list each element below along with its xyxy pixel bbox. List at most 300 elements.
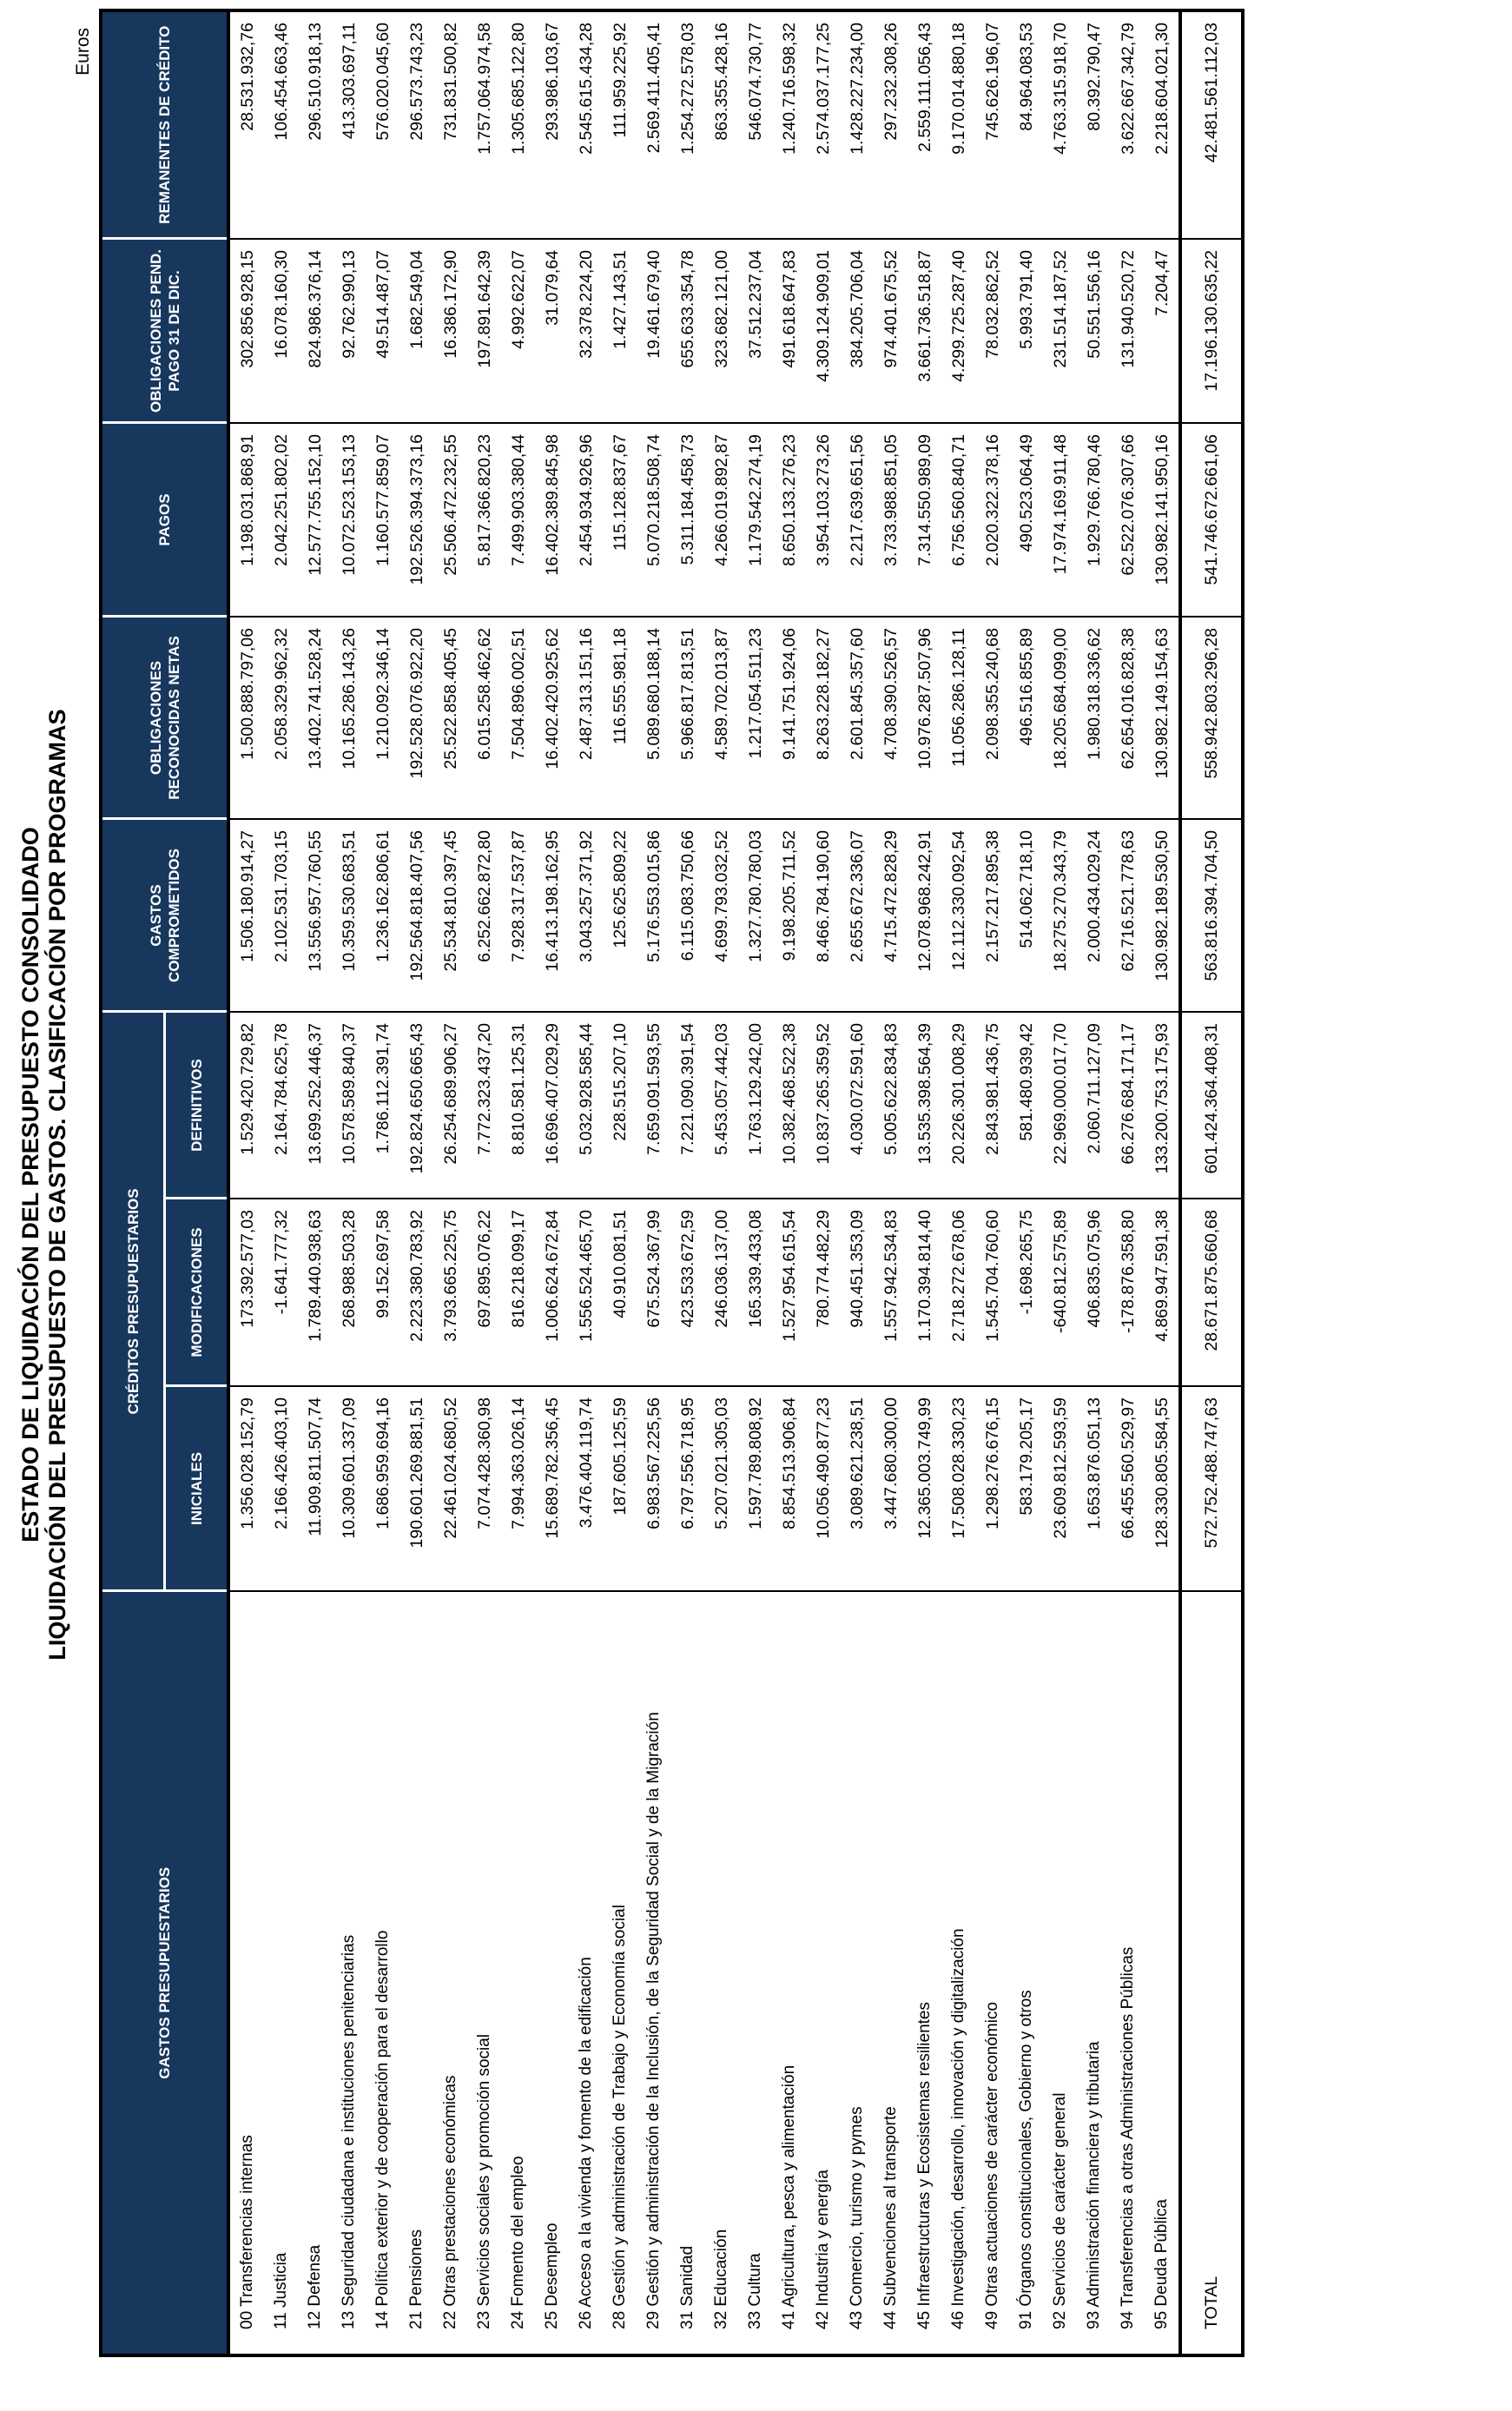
amount-cell: 7.074.428.360,98 <box>467 1386 501 1591</box>
amount-cell: 7.772.323.437,20 <box>467 1012 501 1199</box>
amount-cell: 8.466.784.190,60 <box>806 819 840 1012</box>
header-remanentes-de-credito: REMANENTES DE CRÉDITO <box>101 10 228 239</box>
amount-cell: 3.793.665.225,75 <box>433 1199 467 1386</box>
program-label: 14 Política exterior y de cooperación para el desarrollo <box>373 1930 392 2329</box>
amount-cell: 4.869.947.591,38 <box>1145 1199 1180 1386</box>
amount-cell: 1.428.227.234,00 <box>840 10 874 239</box>
amount-cell: 1.217.054.511,23 <box>738 617 772 819</box>
amount-cell: 187.605.125,59 <box>603 1386 637 1591</box>
amount-cell: 62.654.016.828,38 <box>1111 617 1145 819</box>
header-obligaciones-reconocidas-netas: OBLIGACIONES RECONOCIDAS NETAS <box>101 617 228 819</box>
amount-cell: 6.252.662.872,80 <box>467 819 501 1012</box>
amount-cell: 1.527.954.615,54 <box>772 1199 806 1386</box>
amount-cell: 13.402.741.528,24 <box>298 617 332 819</box>
amount-cell: 1.597.789.808,92 <box>738 1386 772 1591</box>
amount-cell: 1.686.959.694,16 <box>366 1386 399 1591</box>
amount-cell: 3.733.988.851,05 <box>874 423 908 617</box>
amount-cell: 1.757.064.974,58 <box>467 10 501 239</box>
table-body <box>228 10 1180 2355</box>
amount-cell: 413.303.697,11 <box>332 10 366 239</box>
amount-cell: 9.198.205.711,52 <box>772 819 806 1012</box>
amount-cell: 40.910.081,51 <box>603 1199 637 1386</box>
amount-cell: 1.240.716.598,32 <box>772 10 806 239</box>
amount-cell: 10.165.286.143,26 <box>332 617 366 819</box>
program-row <box>569 10 603 2355</box>
amount-cell: 12.577.755.152,10 <box>298 423 332 617</box>
program-row <box>332 10 366 2355</box>
amount-cell: 2.166.426.403,10 <box>264 1386 298 1591</box>
amount-cell: 80.392.790,47 <box>1077 10 1111 239</box>
title-line-2: LIQUIDACIÓN DEL PRESUPUESTO DE GASTOS. CLASIFICACIÓN POR PROGRAMAS <box>44 709 70 1661</box>
amount-cell: 8.854.513.906,84 <box>772 1386 806 1591</box>
amount-cell: 106.454.663,46 <box>264 10 298 239</box>
amount-cell: 3.043.257.371,92 <box>569 819 603 1012</box>
amount-cell: 66.276.684.171,17 <box>1111 1012 1145 1199</box>
amount-cell: 7.994.363.026,14 <box>501 1386 535 1591</box>
amount-cell: 2.058.329.962,32 <box>264 617 298 819</box>
amount-cell: 10.309.601.337,09 <box>332 1386 366 1591</box>
amount-cell: 12.365.003.749,99 <box>908 1386 941 1591</box>
amount-cell: 655.633.354,78 <box>670 239 704 423</box>
amount-cell: 1.236.162.806,61 <box>366 819 399 1012</box>
header-modificaciones: MODIFICACIONES <box>165 1199 229 1386</box>
amount-cell: 25.522.858.405,45 <box>433 617 467 819</box>
amount-cell: 1.682.549,04 <box>399 239 433 423</box>
header-iniciales: INICIALES <box>165 1386 229 1591</box>
program-row <box>874 10 908 2355</box>
amount-cell: 192.526.394.373,16 <box>399 423 433 617</box>
program-label: 13 Seguridad ciudadana e instituciones penitenciarias <box>339 1934 358 2329</box>
amount-cell: 1.786.112.391,74 <box>366 1012 399 1199</box>
amount-cell: 49.514.487,07 <box>366 239 399 423</box>
amount-cell: 2.042.251.802,02 <box>264 423 298 617</box>
total-gastos-comprometidos: 563.816.394.704,50 <box>1180 819 1243 1012</box>
amount-cell: 583.179.205,17 <box>1009 1386 1043 1591</box>
amount-cell: 5.089.680.188,14 <box>637 617 670 819</box>
amount-cell: 1.427.143,51 <box>603 239 637 423</box>
amount-cell: 491.618.647,83 <box>772 239 806 423</box>
amount-cell: 8.650.133.276,23 <box>772 423 806 617</box>
amount-cell: 546.074.730,77 <box>738 10 772 239</box>
amount-cell: 10.578.589.840,37 <box>332 1012 366 1199</box>
currency-note: Euros <box>73 28 93 76</box>
amount-cell: 7.204,47 <box>1145 239 1180 423</box>
total-modificaciones: 28.671.875.660,68 <box>1180 1199 1243 1386</box>
amount-cell: 5.311.184.458,73 <box>670 423 704 617</box>
amount-cell: 22.969.000.017,70 <box>1043 1012 1077 1199</box>
amount-cell: 4.309.124.909,01 <box>806 239 840 423</box>
amount-cell: 16.696.407.029,29 <box>535 1012 569 1199</box>
program-row <box>366 10 399 2355</box>
amount-cell: 4.763.315.918,70 <box>1043 10 1077 239</box>
amount-cell: 116.555.981,18 <box>603 617 637 819</box>
amount-cell: 490.523.064,49 <box>1009 423 1043 617</box>
amount-cell: 62.716.521.778,63 <box>1111 819 1145 1012</box>
amount-cell: 1.305.685.122,80 <box>501 10 535 239</box>
amount-cell: 197.891.642,39 <box>467 239 501 423</box>
program-row <box>772 10 806 2355</box>
amount-cell: 6.756.560.840,71 <box>941 423 975 617</box>
program-row <box>264 10 298 2355</box>
amount-cell: 2.601.845.357,60 <box>840 617 874 819</box>
amount-cell: 5.070.218.508,74 <box>637 423 670 617</box>
program-row <box>704 10 738 2355</box>
amount-cell: 2.217.639.651,56 <box>840 423 874 617</box>
program-row <box>908 10 941 2355</box>
program-row <box>975 10 1009 2355</box>
amount-cell: 3.622.667.342,79 <box>1111 10 1145 239</box>
program-label: 21 Pensiones <box>406 2229 426 2329</box>
amount-cell: 62.522.076.307,66 <box>1111 423 1145 617</box>
amount-cell: 192.564.818.407,56 <box>399 819 433 1012</box>
amount-cell: 25.534.810.397,45 <box>433 819 467 1012</box>
program-label: 45 Infraestructuras y Ecosistemas resilientes <box>914 2002 934 2329</box>
program-row <box>1009 10 1043 2355</box>
amount-cell: 5.176.553.015,86 <box>637 819 670 1012</box>
amount-cell: 816.218.099,17 <box>501 1199 535 1386</box>
program-label: 95 Deuda Pública <box>1152 2199 1171 2329</box>
program-row <box>433 10 467 2355</box>
document-title <box>17 12 71 2357</box>
program-row <box>399 10 433 2355</box>
program-row <box>941 10 975 2355</box>
amount-cell: 4.699.793.032,52 <box>704 819 738 1012</box>
program-label: 92 Servicios de carácter general <box>1050 2092 1069 2329</box>
amount-cell: 406.835.075,96 <box>1077 1199 1111 1386</box>
amount-cell: 496.516.855,89 <box>1009 617 1043 819</box>
amount-cell: 190.601.269.881,51 <box>399 1386 433 1591</box>
header-gastos-comprometidos: GASTOS COMPROMETIDOS <box>101 819 228 1012</box>
amount-cell: 4.992.622,07 <box>501 239 535 423</box>
amount-cell: 10.056.490.877,23 <box>806 1386 840 1591</box>
amount-cell: 84.964.083,53 <box>1009 10 1043 239</box>
amount-cell: 1.254.272.578,03 <box>670 10 704 239</box>
program-label: 22 Otras prestaciones económicas <box>440 2075 459 2329</box>
amount-cell: 16.402.389.845,98 <box>535 423 569 617</box>
program-label: 44 Subvenciones al transporte <box>881 2106 900 2329</box>
amount-cell: 99.152.697,58 <box>366 1199 399 1386</box>
amount-cell: 7.659.091.593,55 <box>637 1012 670 1199</box>
amount-cell: 2.020.322.378,16 <box>975 423 1009 617</box>
amount-cell: 1.006.624.672,84 <box>535 1199 569 1386</box>
amount-cell: 125.625.809,22 <box>603 819 637 1012</box>
amount-cell: 1.929.766.780,46 <box>1077 423 1111 617</box>
amount-cell: 675.524.367,99 <box>637 1199 670 1386</box>
total-pagos: 541.746.672.661,06 <box>1180 423 1243 617</box>
amount-cell: 10.072.523.153,13 <box>332 423 366 617</box>
amount-cell: 1.763.129.242,00 <box>738 1012 772 1199</box>
total-iniciales: 572.752.488.747,63 <box>1180 1386 1243 1591</box>
amount-cell: 28.531.932,76 <box>228 10 264 239</box>
amount-cell: 293.986.103,67 <box>535 10 569 239</box>
amount-cell: 5.005.622.834,83 <box>874 1012 908 1199</box>
amount-cell: 6.797.556.718,95 <box>670 1386 704 1591</box>
amount-cell: 7.314.550.989,09 <box>908 423 941 617</box>
amount-cell: 18.275.270.343,79 <box>1043 819 1077 1012</box>
amount-cell: 4.299.725.287,40 <box>941 239 975 423</box>
amount-cell: 2.843.981.436,75 <box>975 1012 1009 1199</box>
amount-cell: 111.959.225,92 <box>603 10 637 239</box>
title-line-1: ESTADO DE LIQUIDACIÓN DEL PRESUPUESTO CONSOLIDADO <box>17 827 43 1542</box>
amount-cell: 10.837.265.359,52 <box>806 1012 840 1199</box>
program-label: 32 Educación <box>711 2229 730 2329</box>
amount-cell: 50.551.556,16 <box>1077 239 1111 423</box>
total-obligaciones-reconocidas: 558.942.803.296,28 <box>1180 617 1243 819</box>
amount-cell: 1.356.028.152,79 <box>228 1386 264 1591</box>
amount-cell: 1.557.942.534,83 <box>874 1199 908 1386</box>
amount-cell: 514.062.718,10 <box>1009 819 1043 1012</box>
amount-cell: 1.160.577.859,07 <box>366 423 399 617</box>
program-row <box>501 10 535 2355</box>
program-row <box>1111 10 1145 2355</box>
amount-cell: 7.221.090.391,54 <box>670 1012 704 1199</box>
amount-cell: 17.974.169.911,48 <box>1043 423 1077 617</box>
amount-cell: 940.451.353,09 <box>840 1199 874 1386</box>
amount-cell: 863.355.428,16 <box>704 10 738 239</box>
program-row <box>840 10 874 2355</box>
amount-cell: 423.533.672,59 <box>670 1199 704 1386</box>
program-row <box>1077 10 1111 2355</box>
amount-cell: 1.529.420.729,82 <box>228 1012 264 1199</box>
amount-cell: 1.179.542.274,19 <box>738 423 772 617</box>
amount-cell: 9.141.751.924,06 <box>772 617 806 819</box>
amount-cell: 13.535.398.564,39 <box>908 1012 941 1199</box>
amount-cell: 2.000.434.029,24 <box>1077 819 1111 1012</box>
total-definitivos: 601.424.364.408,31 <box>1180 1012 1243 1199</box>
amount-cell: 2.655.672.336,07 <box>840 819 874 1012</box>
amount-cell: 2.569.411.405,41 <box>637 10 670 239</box>
amount-cell: 581.480.939,42 <box>1009 1012 1043 1199</box>
amount-cell: 2.574.037.177,25 <box>806 10 840 239</box>
amount-cell: 1.506.180.914,27 <box>228 819 264 1012</box>
amount-cell: 17.508.028.330,23 <box>941 1386 975 1591</box>
amount-cell: 9.170.014.880,18 <box>941 10 975 239</box>
amount-cell: 192.824.650.665,43 <box>399 1012 433 1199</box>
program-label: 26 Acceso a la vivienda y fomento de la edificación <box>576 1957 595 2329</box>
amount-cell: 6.983.567.225,56 <box>637 1386 670 1591</box>
amount-cell: 173.392.577,03 <box>228 1199 264 1386</box>
amount-cell: 6.015.258.462,62 <box>467 617 501 819</box>
amount-cell: 1.980.318.336,62 <box>1077 617 1111 819</box>
amount-cell: 16.078.160,30 <box>264 239 298 423</box>
program-row <box>535 10 569 2355</box>
amount-cell: 1.210.092.346,14 <box>366 617 399 819</box>
amount-cell: 25.506.472.232,55 <box>433 423 467 617</box>
amount-cell: 22.461.024.680,52 <box>433 1386 467 1591</box>
amount-cell: 12.078.968.242,91 <box>908 819 941 1012</box>
amount-cell: 130.982.149.154,63 <box>1145 617 1180 819</box>
amount-cell: 12.112.330.092,54 <box>941 819 975 1012</box>
amount-cell: 2.223.380.783,92 <box>399 1199 433 1386</box>
amount-cell: 5.966.817.813,51 <box>670 617 704 819</box>
total-obligaciones-pend: 17.196.130.635,22 <box>1180 239 1243 423</box>
total-label: TOTAL <box>1180 1591 1243 2355</box>
program-row <box>603 10 637 2355</box>
amount-cell: 10.976.287.507,96 <box>908 617 941 819</box>
amount-cell: 697.895.076,22 <box>467 1199 501 1386</box>
amount-cell: 2.098.355.240,68 <box>975 617 1009 819</box>
amount-cell: 384.205.706,04 <box>840 239 874 423</box>
amount-cell: 13.556.957.760,55 <box>298 819 332 1012</box>
amount-cell: 8.263.228.182,27 <box>806 617 840 819</box>
total-row <box>1180 10 1243 2355</box>
amount-cell: 8.810.581.125,31 <box>501 1012 535 1199</box>
amount-cell: 1.653.876.051,13 <box>1077 1386 1111 1591</box>
program-row <box>467 10 501 2355</box>
program-label: 91 Órganos constitucionales, Gobierno y otros <box>1016 1990 1035 2329</box>
amount-cell: -640.812.575,89 <box>1043 1199 1077 1386</box>
amount-cell: 7.928.317.537,87 <box>501 819 535 1012</box>
program-label: 33 Cultura <box>745 2253 764 2329</box>
amount-cell: 92.762.990,13 <box>332 239 366 423</box>
amount-cell: 4.030.072.591,60 <box>840 1012 874 1199</box>
header-pagos: PAGOS <box>101 423 228 617</box>
program-row <box>670 10 704 2355</box>
amount-cell: 10.382.468.522,38 <box>772 1012 806 1199</box>
amount-cell: 1.198.031.868,91 <box>228 423 264 617</box>
amount-cell: 66.455.560.529,97 <box>1111 1386 1145 1591</box>
table-header <box>101 10 228 2355</box>
amount-cell: 31.079,64 <box>535 239 569 423</box>
amount-cell: 2.559.111.056,43 <box>908 10 941 239</box>
amount-cell: 1.556.524.465,70 <box>569 1199 603 1386</box>
amount-cell: 824.986.376,14 <box>298 239 332 423</box>
amount-cell: 268.988.503,28 <box>332 1199 366 1386</box>
amount-cell: 4.715.472.828,29 <box>874 819 908 1012</box>
amount-cell: 576.020.045,60 <box>366 10 399 239</box>
amount-cell: 192.528.076.922,20 <box>399 617 433 819</box>
amount-cell: 11.056.286.128,11 <box>941 617 975 819</box>
amount-cell: 37.512.237,04 <box>738 239 772 423</box>
program-label: 41 Agricultura, pesca y alimentación <box>779 2064 798 2329</box>
amount-cell: 16.413.198.162,95 <box>535 819 569 1012</box>
amount-cell: 10.359.530.683,51 <box>332 819 366 1012</box>
program-row <box>738 10 772 2355</box>
program-label: 28 Gestión y administración de Trabajo y Economía social <box>610 1905 629 2329</box>
amount-cell: 78.032.862,52 <box>975 239 1009 423</box>
amount-cell: 5.453.057.442,03 <box>704 1012 738 1199</box>
program-row <box>1043 10 1077 2355</box>
amount-cell: 1.500.888.797,06 <box>228 617 264 819</box>
header-definitivos: DEFINITIVOS <box>165 1012 229 1199</box>
amount-cell: 130.982.189.530,50 <box>1145 819 1180 1012</box>
amount-cell: 128.330.805.584,55 <box>1145 1386 1180 1591</box>
amount-cell: 11.909.811.507,74 <box>298 1386 332 1591</box>
amount-cell: 15.689.782.356,45 <box>535 1386 569 1591</box>
program-label: 49 Otras actuaciones de carácter económico <box>982 2001 1001 2329</box>
amount-cell: 2.102.531.703,15 <box>264 819 298 1012</box>
amount-cell: 1.170.394.814,40 <box>908 1199 941 1386</box>
program-label: 23 Servicios sociales y promoción social <box>474 2033 493 2329</box>
amount-cell: 5.993.791,40 <box>1009 239 1043 423</box>
amount-cell: 6.115.083.750,66 <box>670 819 704 1012</box>
total-remanentes: 42.481.561.112,03 <box>1180 10 1243 239</box>
amount-cell: 297.232.308,26 <box>874 10 908 239</box>
amount-cell: 731.831.500,82 <box>433 10 467 239</box>
amount-cell: 5.032.928.585,44 <box>569 1012 603 1199</box>
amount-cell: 26.254.689.906,27 <box>433 1012 467 1199</box>
amount-cell: 7.499.903.380,44 <box>501 423 535 617</box>
amount-cell: 19.461.679,40 <box>637 239 670 423</box>
program-row <box>298 10 332 2355</box>
amount-cell: 2.060.711.127,09 <box>1077 1012 1111 1199</box>
amount-cell: 2.718.272.678,06 <box>941 1199 975 1386</box>
program-row <box>228 10 264 2355</box>
program-label: 43 Comercio, turismo y pymes <box>847 2106 866 2329</box>
amount-cell: 1.327.780.780,03 <box>738 819 772 1012</box>
amount-cell: 20.226.301.008,29 <box>941 1012 975 1199</box>
budget-table <box>99 9 1245 2357</box>
program-label: 29 Gestión y administración de la Inclusión, de la Seguridad Social y de la Migración <box>644 1712 663 2329</box>
amount-cell: 3.447.680.300,00 <box>874 1386 908 1591</box>
amount-cell: 4.589.702.013,87 <box>704 617 738 819</box>
program-row <box>1145 10 1180 2355</box>
program-row <box>637 10 670 2355</box>
program-label: 11 Justicia <box>271 2252 290 2329</box>
amount-cell: 16.402.420.925,62 <box>535 617 569 819</box>
amount-cell: 3.954.103.273,26 <box>806 423 840 617</box>
amount-cell: 23.609.812.593,59 <box>1043 1386 1077 1591</box>
amount-cell: 246.036.137,00 <box>704 1199 738 1386</box>
amount-cell: 1.545.704.760,60 <box>975 1199 1009 1386</box>
amount-cell: 3.476.404.119,74 <box>569 1386 603 1591</box>
amount-cell: 2.157.217.895,38 <box>975 819 1009 1012</box>
amount-cell: 228.515.207,10 <box>603 1012 637 1199</box>
amount-cell: 5.207.021.305,03 <box>704 1386 738 1591</box>
amount-cell: 7.504.896.002,51 <box>501 617 535 819</box>
header-obligaciones-pend-pago: OBLIGACIONES PEND. PAGO 31 DE DIC. <box>101 239 228 423</box>
amount-cell: 296.510.918,13 <box>298 10 332 239</box>
table-footer <box>1180 10 1243 2355</box>
program-label: 00 Transferencias internas <box>237 2135 256 2329</box>
amount-cell: 1.789.440.938,63 <box>298 1199 332 1386</box>
amount-cell: 745.626.196,07 <box>975 10 1009 239</box>
amount-cell: 2.545.615.434,28 <box>569 10 603 239</box>
amount-cell: 780.774.482,29 <box>806 1199 840 1386</box>
amount-cell: 2.164.784.625,78 <box>264 1012 298 1199</box>
amount-cell: 13.699.252.446,37 <box>298 1012 332 1199</box>
amount-cell: 131.940.520,72 <box>1111 239 1145 423</box>
program-label: 42 Industria y energía <box>813 2170 832 2329</box>
amount-cell: 1.298.276.676,15 <box>975 1386 1009 1591</box>
amount-cell: 165.339.433,08 <box>738 1199 772 1386</box>
header-gastos-presupuestarios: GASTOS PRESUPUESTARIOS <box>101 1591 228 2355</box>
amount-cell: -1.698.265,75 <box>1009 1199 1043 1386</box>
program-label: 46 Investigación, desarrollo, innovación y digitalización <box>948 1928 967 2329</box>
amount-cell: 130.982.141.950,16 <box>1145 423 1180 617</box>
amount-cell: 296.573.743,23 <box>399 10 433 239</box>
amount-cell: 2.487.313.151,16 <box>569 617 603 819</box>
amount-cell: 4.708.390.526,57 <box>874 617 908 819</box>
program-label: 25 Desempleo <box>542 2223 561 2329</box>
program-row <box>806 10 840 2355</box>
amount-cell: 32.378.224,20 <box>569 239 603 423</box>
program-label: 94 Transferencias a otras Administraciones Públicas <box>1118 1946 1137 2329</box>
program-label: 93 Administración financiera y tributaria <box>1084 2041 1103 2329</box>
header-creditos-presupuestarios-group: CRÉDITOS PRESUPUESTARIOS <box>101 1012 165 1591</box>
amount-cell: 302.856.928,15 <box>228 239 264 423</box>
program-label: 31 Sanidad <box>677 2245 697 2329</box>
amount-cell: 133.200.753.175,93 <box>1145 1012 1180 1199</box>
program-label: 12 Defensa <box>305 2244 324 2329</box>
amount-cell: 3.661.736.518,87 <box>908 239 941 423</box>
amount-cell: 18.205.684.099,00 <box>1043 617 1077 819</box>
amount-cell: 5.817.366.820,23 <box>467 423 501 617</box>
amount-cell: 16.386.172,90 <box>433 239 467 423</box>
amount-cell: 4.266.019.892,87 <box>704 423 738 617</box>
amount-cell: -1.641.777,32 <box>264 1199 298 1386</box>
amount-cell: 231.514.187,52 <box>1043 239 1077 423</box>
